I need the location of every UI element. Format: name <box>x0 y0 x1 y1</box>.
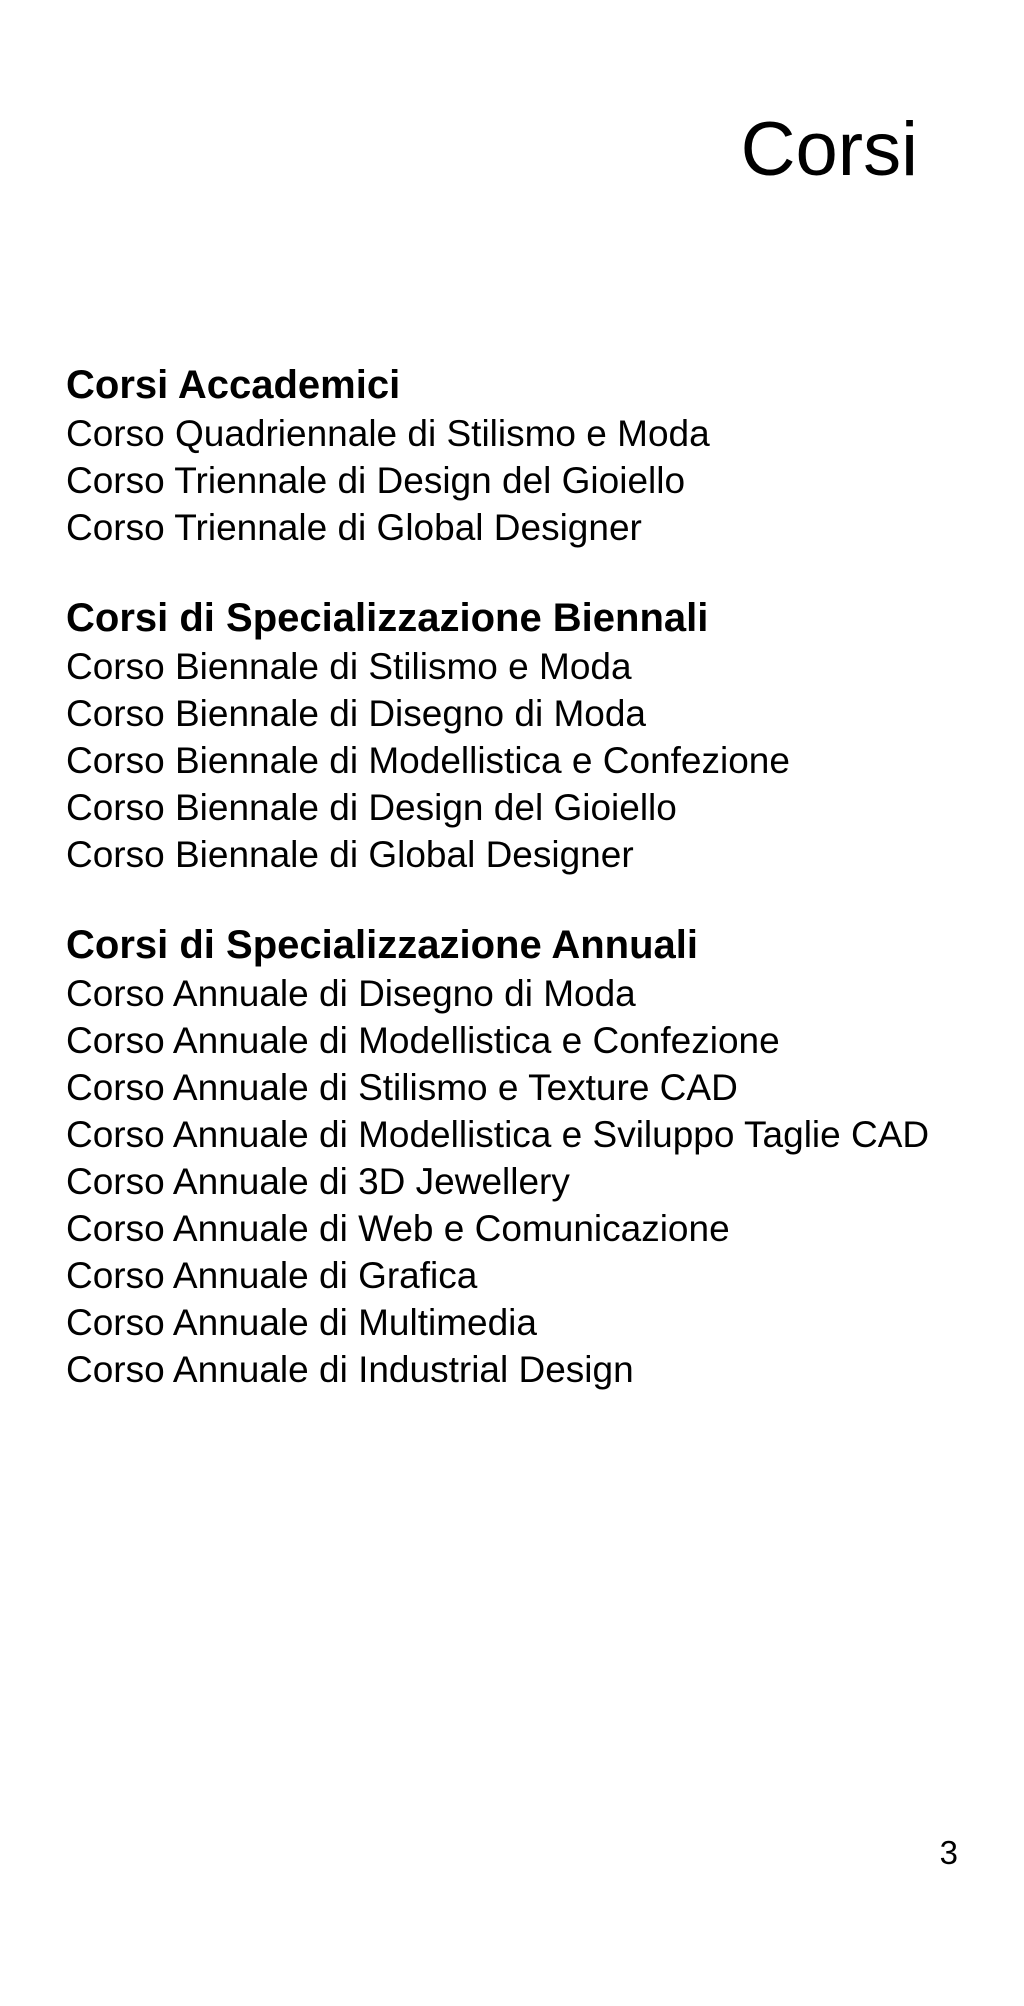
course-item: Corso Biennale di Stilismo e Moda <box>66 646 632 687</box>
course-item: Corso Biennale di Modellistica e Confezione <box>66 740 790 781</box>
course-item: Corso Annuale di Disegno di Moda <box>66 973 636 1014</box>
course-item: Corso Biennale di Disegno di Moda <box>66 693 647 734</box>
course-item: Corso Annuale di Modellistica e Sviluppo Taglie CAD <box>66 1114 930 1155</box>
course-item: Corso Annuale di Stilismo e Texture CAD <box>66 1067 738 1108</box>
section-corsi-biennali <box>66 593 966 878</box>
section-corsi-accademici <box>66 360 966 551</box>
section-corsi-annuali <box>66 920 966 1393</box>
page-number: 3 <box>939 1834 958 1871</box>
course-item: Corso Annuale di Multimedia <box>66 1302 537 1343</box>
section-heading: Corsi Accademici <box>66 363 401 407</box>
course-item: Corso Annuale di Industrial Design <box>66 1349 634 1390</box>
course-item: Corso Triennale di Design del Gioiello <box>66 460 686 501</box>
course-list <box>66 970 966 1393</box>
course-list <box>66 643 966 878</box>
course-item: Corso Biennale di Global Designer <box>66 834 634 875</box>
course-content <box>66 360 966 1435</box>
course-item: Corso Quadriennale di Stilismo e Moda <box>66 413 710 454</box>
course-item: Corso Biennale di Design del Gioiello <box>66 787 677 828</box>
section-heading: Corsi di Specializzazione Annuali <box>66 923 698 967</box>
course-list <box>66 410 966 551</box>
course-item: Corso Triennale di Global Designer <box>66 507 642 548</box>
course-item: Corso Annuale di Grafica <box>66 1255 478 1296</box>
page-title: Corsi <box>740 107 918 192</box>
section-heading: Corsi di Specializzazione Biennali <box>66 596 709 640</box>
course-item: Corso Annuale di Web e Comunicazione <box>66 1208 730 1249</box>
course-item: Corso Annuale di Modellistica e Confezione <box>66 1020 780 1061</box>
course-item: Corso Annuale di 3D Jewellery <box>66 1161 570 1202</box>
